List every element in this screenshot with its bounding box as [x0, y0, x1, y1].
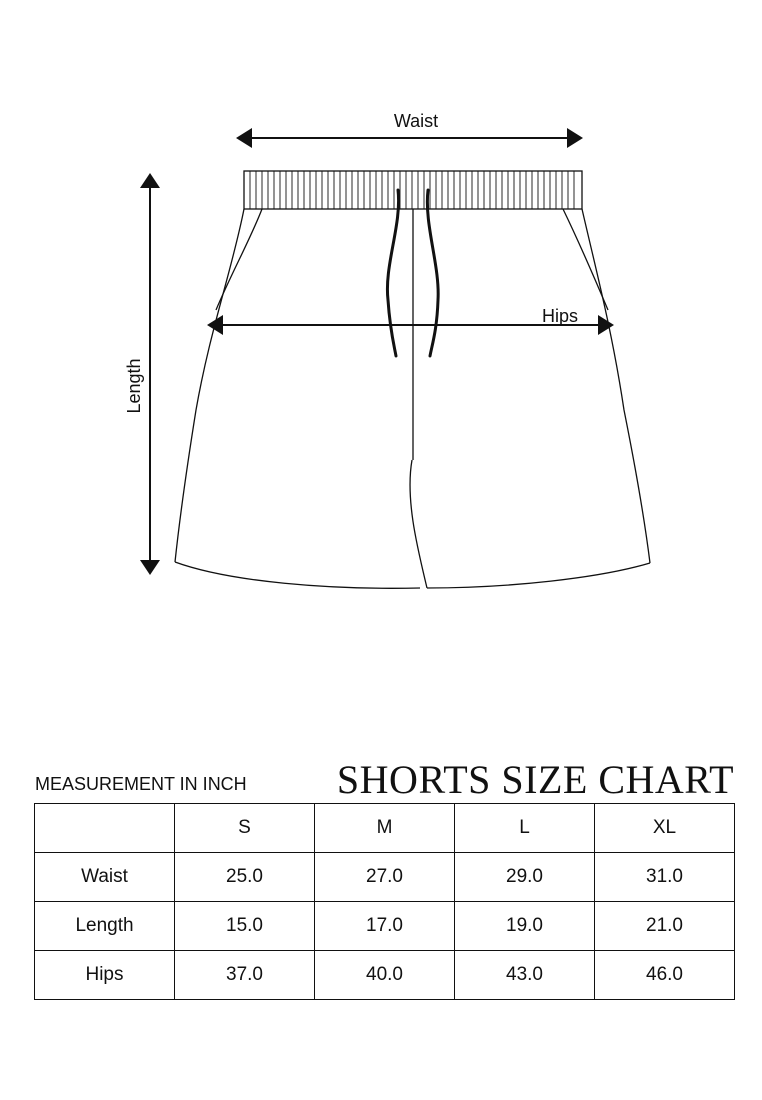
value-cell: 46.0 [595, 951, 735, 1000]
value-cell: 29.0 [455, 853, 595, 902]
hips-label: Hips [541, 306, 579, 326]
hips-dimension [207, 306, 614, 335]
size-header-cell: L [455, 804, 595, 853]
waistband [244, 171, 582, 209]
table-row [35, 951, 735, 1000]
corner-cell [35, 804, 175, 853]
size-chart-title: SHORTS SIZE CHART [336, 757, 734, 802]
row-label-cell: Hips [35, 951, 175, 1000]
size-header-cell: M [315, 804, 455, 853]
table-row [35, 902, 735, 951]
waist-label: Waist [393, 111, 439, 131]
measurement-unit-note: MEASUREMENT IN INCH [35, 774, 247, 794]
length-dimension [124, 173, 160, 575]
waist-dimension [236, 111, 583, 148]
length-label: Length [124, 358, 144, 414]
size-header-cell: XL [595, 804, 735, 853]
value-cell: 25.0 [175, 853, 315, 902]
value-cell: 15.0 [175, 902, 315, 951]
value-cell: 27.0 [315, 853, 455, 902]
value-cell: 21.0 [595, 902, 735, 951]
value-cell: 43.0 [455, 951, 595, 1000]
value-cell: 37.0 [175, 951, 315, 1000]
value-cell: 19.0 [455, 902, 595, 951]
value-cell: 40.0 [315, 951, 455, 1000]
size-header-row [35, 804, 735, 853]
size-header-cell: S [175, 804, 315, 853]
value-cell: 17.0 [315, 902, 455, 951]
row-label-cell: Waist [35, 853, 175, 902]
shorts-outline [175, 171, 650, 588]
value-cell: 31.0 [595, 853, 735, 902]
row-label-cell: Length [35, 902, 175, 951]
table-row [35, 853, 735, 902]
size-chart-table [34, 803, 735, 1000]
waistband-ribs [250, 171, 574, 209]
